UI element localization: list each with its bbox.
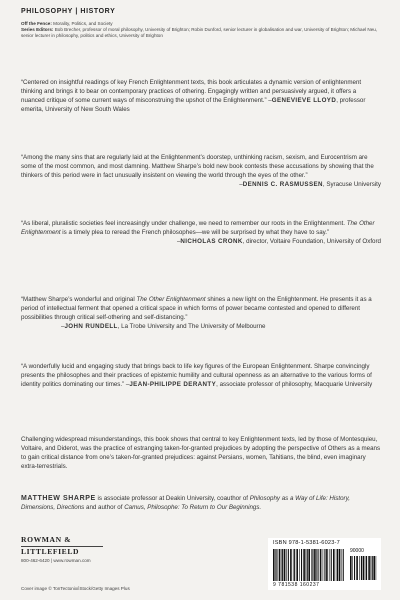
price-code: 90000 — [350, 548, 364, 554]
quote-text-cont: shines a new light on the Enlightenment. He presents it as a period of intellectual ferment that opened a critical space in which forms of power became contested and opened to different possibilities through critical self-othering and self-distancing.” — [21, 296, 372, 321]
bio-text: is associate professor at Deakin University, coauthor of — [95, 495, 250, 503]
quote-author: GENEVIEVE LLOYD — [271, 96, 337, 104]
editors-label: Series Editors: — [21, 27, 54, 33]
editors-text: Bob Brecher, professor of moral philosophy, University of Brighton; Robin Dunford, senior lecturer in globalisation and war, University of Brighton; Michael Neu, senior lecturer in philosophy, politics and ethics, University of Brighton — [21, 27, 378, 39]
author-name: MATTHEW SHARPE — [21, 495, 96, 503]
quote-text: “As liberal, pluralistic societies feel increasingly under challenge, we need to remember our roots in the Enlightenment. — [21, 220, 347, 227]
publisher-logo — [21, 536, 111, 563]
barcode-digits: 9 781538 160237 — [273, 582, 320, 588]
author-bio — [21, 495, 381, 513]
quote-author: NICHOLAS CRONK — [180, 237, 243, 245]
book-description: Challenging widespread misunderstandings, this book shows that central to key Enlightenment texts, led by those of Montesquieu, Voltaire, and Diderot, was the practice of estranging taken-for-granted prejudices by adopting the perspective of Others as a means to gain critical distance from one’s taken-for-granted prejudices: against Persians, women, Tahitians, the blind, even imaginary extra-terrestrials. — [21, 436, 381, 470]
barcode-image — [273, 549, 345, 581]
quote-affiliation: , professor emerita, University of New South Wales — [21, 96, 366, 113]
publisher-line-1: ROWMAN & — [21, 535, 72, 544]
quote-text: “Matthew Sharpe’s wonderful and original — [21, 296, 137, 303]
bio-book-2: Camus, Philosophe: To Return to Our Beginnings. — [124, 504, 262, 512]
quote-book-title: The Other Enlightenment — [21, 220, 375, 236]
category-label: PHILOSOPHY | HISTORY — [21, 8, 116, 15]
quote-affiliation: , director, Voltaire Foundation, University of Oxford — [242, 237, 381, 245]
endorsement-quote: “A wonderfully lucid and engaging study that brings back to life key figures of the European Enlightenment. Sharpe convincingly presents the philosophes and their practices of epistemic humility and cultural openness as an alternative to the various forms of identity politics dominating our times.” –JEAN-PHILIPPE DERANTY, associate professor of philosophy, Macquarie University — [21, 363, 373, 388]
quote-text: “Among the many sins that are regularly laid at the Enlightenment’s doorstep, unthinking racism, sexism, and Eurocentrism are some of the most common, and most damning. Matthew Sharpe’s bold new book contests these accusations by showing that the thinkers of this period were in fact unusually insistent on viewing the world through the eyes of the other.” — [21, 154, 374, 179]
publisher-contact: 800-462-6420 | www.rowman.com — [21, 558, 91, 564]
series-info — [21, 21, 379, 40]
endorsement-quote: “As liberal, pluralistic societies feel increasingly under challenge, we need to remember our roots in the Enlightenment. The Other Enlightenment is a timely plea to reread the French philosophes—we will be surprised by what they have to say.” –NICHOLAS CRONK, director, Voltaire Foundation, University of Oxford — [21, 220, 381, 245]
quote-author: JEAN-PHILIPPE DERANTY — [129, 380, 217, 388]
quote-author: DENNIS C. RASMUSSEN — [242, 180, 323, 188]
quote-text: “A wonderfully lucid and engaging study that brings back to life key figures of the European Enlightenment. Sharpe convincingly presents the philosophes and their practices of epistemic humility and cultural openness as an alternative to the various forms of identity politics dominating our times.” — [21, 363, 372, 388]
endorsement-quote: “Matthew Sharpe’s wonderful and original The Other Enlightenment shines a new light on the Enlightenment. He presents it as a period of intellectual ferment that opened a critical space in which forms of power became contested and opened to different possibilities through critical self-othering and self-distancing.” –JOHN RUNDELL, La Trobe University and The University of Melbourne — [21, 296, 372, 330]
quote-book-title: The Other Enlightenment — [136, 296, 206, 303]
quote-affiliation: , La Trobe University and The University of Melbourne — [117, 322, 266, 330]
quote-author: JOHN RUNDELL — [64, 322, 118, 330]
bio-text-2: and author of — [84, 504, 125, 512]
series-label: Off the Fence: — [21, 21, 52, 26]
quote-text-cont: is a timely plea to reread the French philosophes—we will be surprised by what they have to say.” — [60, 228, 330, 236]
isbn-label: ISBN 978-1-5381-6023-7 — [273, 540, 340, 546]
endorsement-quote: “Centered on insightful readings of key French Enlightenment texts, this book articulates a dynamic version of enlightenment thinking and brings it to bear on contemporary practices of othering. Engagingly written and persuasively argued, it offers a nuanced critique of some current ways of misconstruing the upshot of the Enlightenment.” –GENEVIEVE LLOYD, professor emerita, University of New South Wales — [21, 79, 366, 113]
cover-credit: Cover image © TonTectonix/iStock/Getty Images Plus — [21, 586, 130, 591]
quote-affiliation: , Syracuse University — [322, 180, 381, 188]
quote-affiliation: , associate professor of philosophy, Macquarie University — [216, 380, 373, 388]
endorsement-quote: “Among the many sins that are regularly laid at the Enlightenment’s doorstep, unthinking racism, sexism, and Eurocentrism are some of the most common, and most damning. Matthew Sharpe’s bold new book contests these accusations by showing that the thinkers of this period were in fact unusually insistent on viewing the world through the eyes of the other.” –DENNIS C. RASMUSSEN, Syracuse University — [21, 154, 381, 188]
quote-text: “Centered on insightful readings of key French Enlightenment texts, this book articulates a dynamic version of enlightenment thinking and brings it to bear on contemporary practices of othering. Engagingly written and persuasively argued, it offers a nuanced critique of some current ways of misconstruing the upshot of the Enlightenment.” — [21, 79, 362, 104]
publisher-line-2: LITTLEFIELD — [21, 546, 80, 556]
barcode-addon-image — [350, 556, 378, 580]
bio-book-1: Philosophy as a Way of Life: History, Dimensions, Directions — [21, 495, 350, 512]
series-name: Morality, Politics, and Society — [53, 21, 113, 26]
